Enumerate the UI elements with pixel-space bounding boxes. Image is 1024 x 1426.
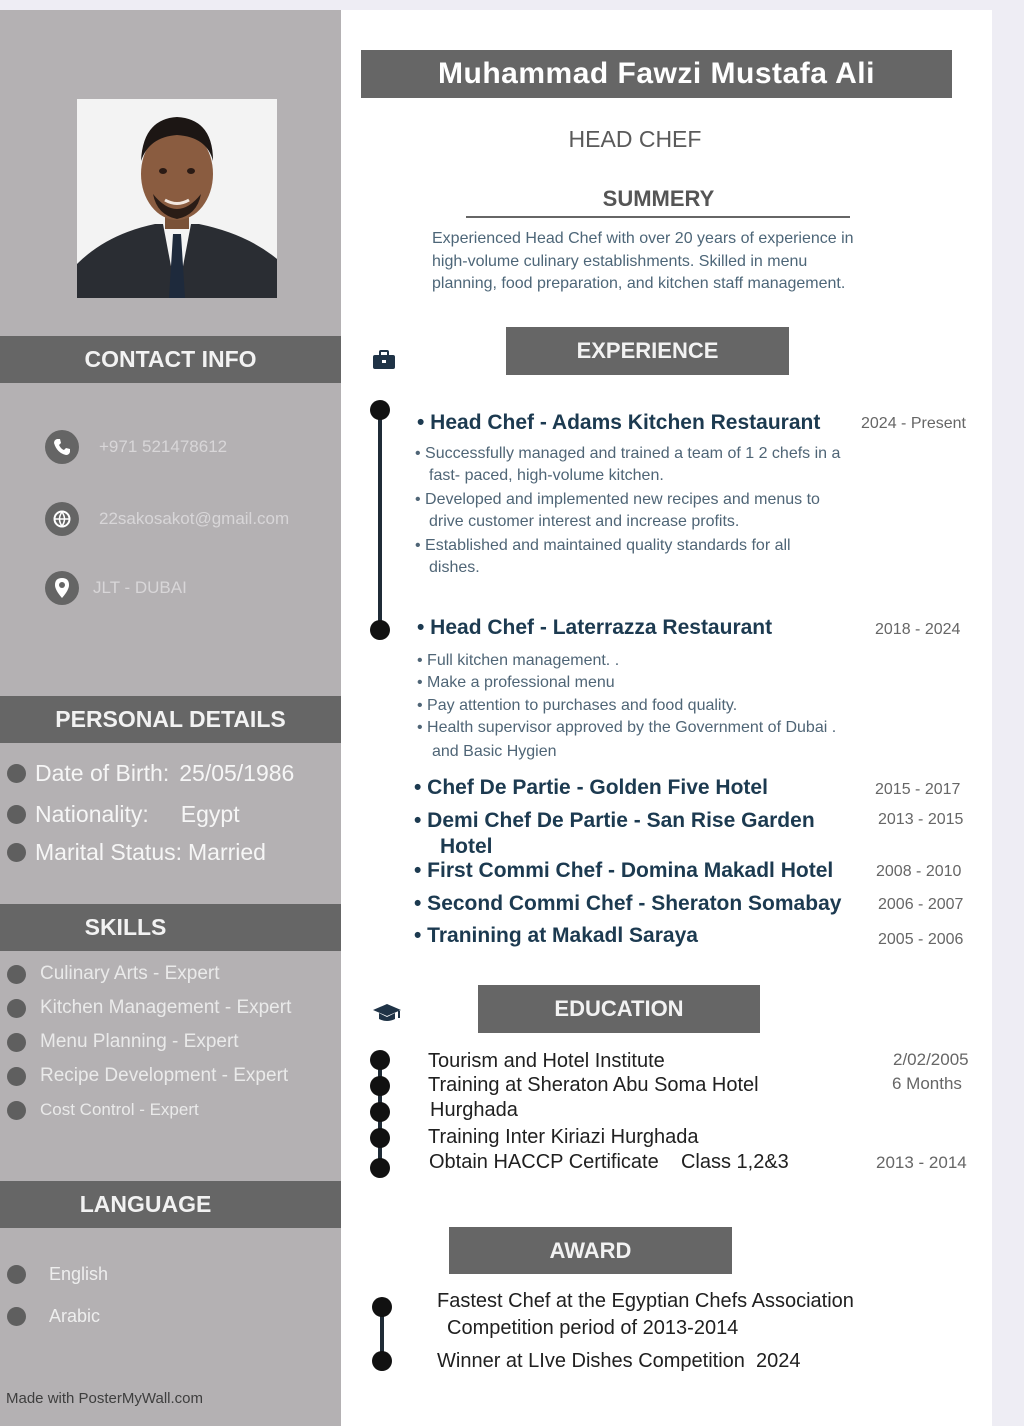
job-5-date: 2008 - 2010	[876, 863, 962, 880]
personal-details-heading: PERSONAL DETAILS	[0, 696, 341, 743]
timeline-dot	[370, 620, 390, 640]
education-item: Obtain HACCP Certificate Class 1,2&3	[429, 1151, 789, 1173]
person-photo	[77, 99, 277, 298]
timeline-dot	[370, 1050, 390, 1070]
skill-text: Recipe Development - Expert	[40, 1065, 289, 1086]
job-1-bullet: • Developed and implemented new recipes and menus to	[415, 491, 820, 508]
job-2-bullet: • Pay attention to purchases and food quality.	[417, 697, 738, 714]
job-4-title: • Demi Chef De Partie - San Rise Garden	[414, 809, 815, 832]
language-item	[7, 1264, 108, 1285]
dob-label: Date of Birth:	[35, 760, 170, 786]
award-item: Fastest Chef at the Egyptian Chefs Association	[437, 1290, 854, 1312]
job-7-title: • Tranining at Makadl Saraya	[414, 924, 698, 947]
skill-item	[7, 1065, 288, 1087]
summary-divider	[466, 216, 850, 218]
marital-value: Married	[188, 839, 266, 865]
job-1-bullet: fast- paced, high-volume kitchen.	[429, 467, 664, 484]
job-2-date: 2018 - 2024	[875, 621, 961, 638]
dob-value: 25/05/1986	[179, 760, 295, 786]
bullet-dot	[7, 843, 26, 862]
skill-text: Culinary Arts - Expert	[40, 963, 220, 984]
phone-text[interactable]: +971 521478612	[99, 437, 228, 456]
personal-nationality	[7, 801, 240, 828]
bullet-dot	[7, 1307, 26, 1326]
summary-line-text: high-volume culinary establishments. Skilled in menu	[432, 252, 808, 270]
skills-heading: SKILLS	[0, 904, 341, 951]
contact-location	[45, 570, 187, 606]
job-2-bullet: • Health supervisor approved by the Government of Dubai .	[417, 719, 837, 736]
bullet-dot	[7, 1265, 26, 1284]
job-3-title: • Chef De Partie - Golden Five Hotel	[414, 776, 768, 799]
contact-info-heading: CONTACT INFO	[0, 336, 341, 383]
job-1-bullet: • Successfully managed and trained a team of 1 2 chefs in a	[415, 445, 841, 462]
summary-heading: SUMMERY	[602, 186, 715, 211]
globe-icon	[45, 502, 79, 536]
contact-email	[45, 501, 289, 537]
phone-icon	[45, 430, 79, 464]
bullet-dot	[7, 1033, 26, 1052]
education-date: 6 Months	[892, 1074, 962, 1093]
job-1-title: • Head Chef - Adams Kitchen Restaurant	[417, 411, 821, 434]
bullet-dot	[7, 1067, 26, 1086]
job-1-date: 2024 - Present	[861, 415, 966, 432]
education-item: Hurghada	[430, 1099, 518, 1121]
bullet-dot	[7, 965, 26, 984]
briefcase-icon	[372, 350, 396, 375]
nationality-label: Nationality:	[35, 801, 149, 827]
language-item	[7, 1306, 100, 1327]
nationality-value: Egypt	[180, 801, 240, 827]
language-text: Arabic	[49, 1306, 101, 1326]
job-title: HEAD CHEF	[568, 126, 702, 152]
contact-phone	[45, 429, 227, 465]
resume-page	[0, 10, 992, 1426]
name-banner: Muhammad Fawzi Mustafa Ali	[361, 50, 952, 98]
education-date: 2013 - 2014	[876, 1153, 967, 1172]
job-2-bullet: • Make a professional menu	[417, 674, 615, 691]
skill-text: Kitchen Management - Expert	[40, 997, 292, 1018]
education-item: Training at Sheraton Abu Soma Hotel	[428, 1074, 759, 1096]
bullet-dot	[7, 805, 26, 824]
job-6-title: • Second Commi Chef - Sheraton Somabay	[414, 892, 842, 915]
made-with-credit[interactable]: Made with PosterMyWall.com	[6, 1390, 203, 1407]
experience-heading: EXPERIENCE	[506, 327, 789, 375]
job-3-date: 2015 - 2017	[875, 781, 961, 798]
bullet-dot	[7, 764, 26, 783]
timeline-dot	[370, 1076, 390, 1096]
timeline-dot	[372, 1351, 392, 1371]
job-2-bullet: and Basic Hygien	[432, 743, 557, 760]
skill-item	[7, 963, 220, 985]
summary-text	[432, 228, 962, 296]
bullet-dot	[7, 1101, 26, 1120]
language-heading: LANGUAGE	[0, 1181, 341, 1228]
job-4-date: 2013 - 2015	[878, 811, 964, 828]
education-date: 2/02/2005	[893, 1050, 969, 1069]
skill-item	[7, 997, 291, 1019]
language-text: English	[49, 1264, 109, 1284]
location-pin-icon	[45, 571, 79, 605]
education-item: Training Inter Kiriazi Hurghada	[428, 1126, 699, 1148]
job-1-bullet: • Established and maintained quality standards for all	[415, 537, 791, 554]
sidebar	[0, 10, 341, 1426]
experience-timeline	[378, 410, 382, 630]
summary-line-text: Experienced Head Chef with over 20 years of experience in	[432, 230, 854, 247]
job-4-title-cont: Hotel	[440, 835, 493, 858]
timeline-dot	[370, 1102, 390, 1122]
summary-line-text: planning, food preparation, and kitchen staff management.	[432, 275, 846, 292]
job-1-bullet: dishes.	[429, 559, 480, 576]
graduation-cap-icon	[371, 1003, 403, 1028]
education-heading: EDUCATION	[478, 985, 760, 1033]
award-item: Winner at LIve Dishes Competition 2024	[437, 1350, 801, 1372]
timeline-dot	[370, 1128, 390, 1148]
personal-dob	[7, 760, 294, 787]
job-5-title: • First Commi Chef - Domina Makadl Hotel	[414, 859, 834, 882]
job-1-bullet: drive customer interest and increase profits.	[429, 513, 740, 530]
timeline-dot	[372, 1297, 392, 1317]
job-6-date: 2006 - 2007	[878, 896, 964, 913]
job-2-title: • Head Chef - Laterrazza Restaurant	[417, 616, 773, 639]
skill-text: Menu Planning - Expert	[40, 1031, 239, 1052]
award-item: Competition period of 2013-2014	[447, 1317, 739, 1339]
marital-label: Marital Status:	[35, 839, 182, 865]
timeline-dot	[370, 1158, 390, 1178]
skill-text: Cost Control - Expert	[40, 1100, 199, 1119]
skill-item	[7, 1031, 239, 1053]
bullet-dot	[7, 999, 26, 1018]
award-heading: AWARD	[449, 1227, 732, 1274]
email-text[interactable]: 22sakosakot@gmail.com	[99, 509, 290, 528]
timeline-dot	[370, 400, 390, 420]
profile-photo	[77, 99, 277, 298]
job-2-bullet: • Full kitchen management. .	[417, 652, 620, 669]
job-7-date: 2005 - 2006	[878, 931, 964, 948]
location-text: JLT - DUBAI	[93, 578, 187, 597]
education-item: Tourism and Hotel Institute	[428, 1050, 665, 1072]
personal-marital	[7, 839, 266, 866]
skill-item	[7, 1100, 199, 1120]
